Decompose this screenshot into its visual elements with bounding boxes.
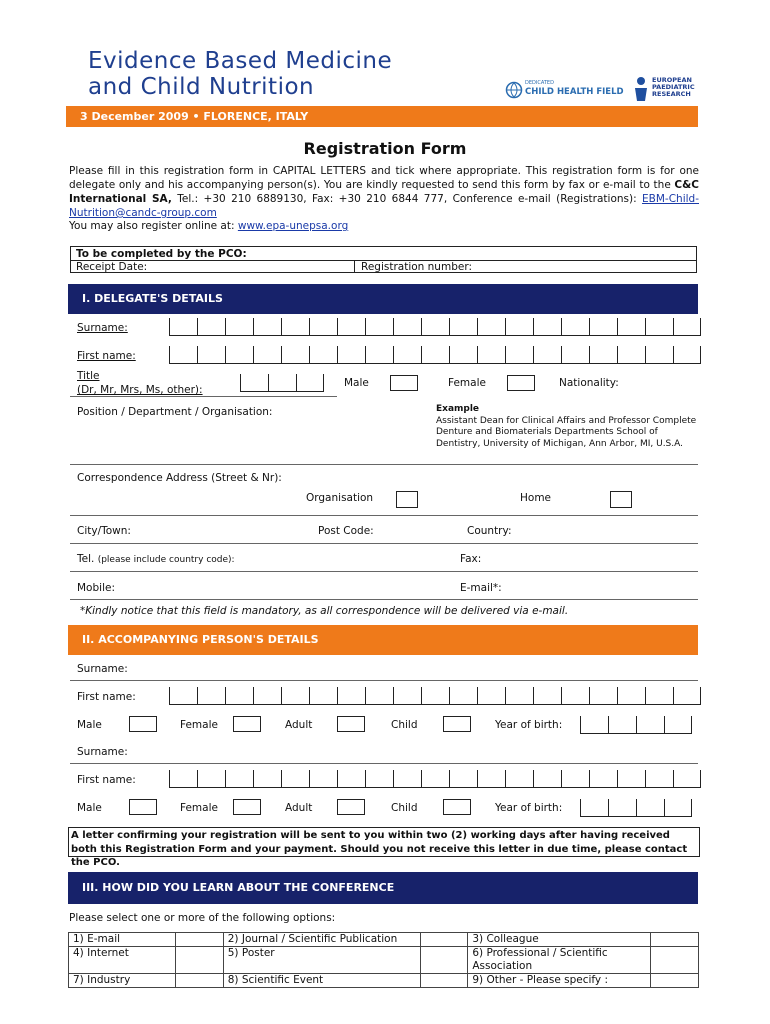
option-poster-label: 5) Poster: [223, 947, 421, 974]
position-example: [436, 404, 698, 450]
option-other-label: 9) Other - Please specify :: [468, 974, 651, 988]
acc2-child-checkbox[interactable]: [443, 799, 471, 815]
home-label: Home: [520, 492, 552, 504]
acc2-surname-label: Surname:: [77, 746, 128, 758]
nationality-label: Nationality:: [559, 377, 619, 389]
fax-label: Fax:: [460, 553, 482, 565]
acc2-firstname-input[interactable]: [169, 770, 701, 788]
online-registration-link[interactable]: www.epa-unepsa.org: [237, 220, 349, 232]
option-industry-checkbox[interactable]: [175, 974, 223, 988]
option-industry-label: 7) Industry: [69, 974, 176, 988]
intro-paragraph: [69, 164, 699, 220]
acc2-adult-checkbox[interactable]: [337, 799, 365, 815]
acc2-yob-label: Year of birth:: [495, 802, 563, 814]
child-figure-icon: [632, 76, 650, 102]
logo-small-text: DEDICATED: [525, 80, 554, 86]
acc1-adult-label: Adult: [285, 719, 313, 731]
event-title-line2: and Child Nutrition: [88, 74, 315, 100]
option-association-checkbox[interactable]: [651, 947, 699, 974]
pco-heading: To be completed by the PCO:: [76, 248, 247, 260]
acc2-adult-label: Adult: [285, 802, 313, 814]
section-delegate-header: I. DELEGATE'S DETAILS: [68, 284, 698, 314]
delegate-firstname-label: First name:: [77, 350, 136, 362]
acc-firstname-label: First name:: [77, 691, 136, 703]
logo2-line1: EUROPEAN: [652, 76, 692, 84]
delegate-male-label: Male: [344, 377, 369, 389]
organisation-checkbox[interactable]: [396, 491, 418, 508]
delegate-female-checkbox[interactable]: [507, 375, 535, 391]
example-text: Assistant Dean for Clinical Affairs and Professor Complete Denture and Biomaterials Departments School of Dentistry, University of Michigan, Ann Arbor, MI, U.S.A.: [436, 415, 697, 449]
child-health-field-logo: [505, 80, 624, 100]
delegate-surname-input[interactable]: [169, 318, 701, 336]
position-label: Position / Department / Organisation:: [77, 406, 273, 418]
acc2-female-checkbox[interactable]: [233, 799, 261, 815]
acc1-male-label: Male: [77, 719, 102, 731]
acc1-yob-input[interactable]: [580, 716, 692, 734]
learn-row: [69, 947, 699, 974]
option-email-checkbox[interactable]: [175, 933, 223, 947]
registration-number-label: Registration number:: [361, 261, 472, 273]
logo2-line3: RESEARCH: [652, 90, 691, 98]
organisation-label: Organisation: [306, 492, 374, 504]
date-bar: 3 December 2009 • FLORENCE, ITALY: [66, 106, 698, 127]
email-label: E-mail*:: [460, 582, 502, 594]
option-colleague-label: 3) Colleague: [468, 933, 651, 947]
tel-note: (please include country code):: [97, 555, 235, 565]
acc2-male-checkbox[interactable]: [129, 799, 157, 815]
acc1-adult-checkbox[interactable]: [337, 716, 365, 732]
learn-row: [69, 933, 699, 947]
form-title: Registration Form: [303, 139, 467, 158]
acc2-child-label: Child: [391, 802, 418, 814]
option-poster-checkbox[interactable]: [421, 947, 468, 974]
acc1-child-checkbox[interactable]: [443, 716, 471, 732]
acc1-yob-label: Year of birth:: [495, 719, 563, 731]
intro-text-2: Tel.: +30 210 6889130, Fax: +30 210 6844 777, Conference e-mail (Registrations):: [171, 193, 643, 205]
postcode-label: Post Code:: [318, 525, 374, 537]
option-internet-checkbox[interactable]: [175, 947, 223, 974]
logo-main-text: CHILD HEALTH FIELD: [525, 87, 624, 97]
acc-firstname-input[interactable]: [169, 687, 701, 705]
tel-text: Tel.: [77, 553, 95, 565]
city-label: City/Town:: [77, 525, 131, 537]
home-checkbox[interactable]: [610, 491, 632, 508]
option-association-label: 6) Professional / Scientific Association: [468, 947, 651, 974]
acc1-female-checkbox[interactable]: [233, 716, 261, 732]
example-heading: Example: [436, 404, 480, 414]
section-accompanying-header: II. ACCOMPANYING PERSON'S DETAILS: [68, 625, 698, 655]
globe-icon: [505, 81, 523, 99]
option-colleague-checkbox[interactable]: [651, 933, 699, 947]
acc2-female-label: Female: [180, 802, 218, 814]
option-internet-label: 4) Internet: [69, 947, 176, 974]
delegate-female-label: Female: [448, 377, 486, 389]
receipt-date-label: Receipt Date:: [76, 261, 148, 273]
option-event-label: 8) Scientific Event: [223, 974, 421, 988]
acc2-firstname-label: First name:: [77, 774, 136, 786]
section-learn-header: III. HOW DID YOU LEARN ABOUT THE CONFERENCE: [68, 872, 698, 904]
learn-row: [69, 974, 699, 988]
delegate-title-label: Title: [77, 370, 100, 382]
option-other-input[interactable]: [651, 974, 699, 988]
acc1-female-label: Female: [180, 719, 218, 731]
option-journal-label: 2) Journal / Scientific Publication: [223, 933, 421, 947]
acc2-yob-input[interactable]: [580, 799, 692, 817]
option-event-checkbox[interactable]: [421, 974, 468, 988]
pco-box: [70, 246, 697, 273]
acc1-child-label: Child: [391, 719, 418, 731]
logo2-line2: PAEDIATRIC: [652, 83, 695, 91]
option-journal-checkbox[interactable]: [421, 933, 468, 947]
acc2-male-label: Male: [77, 802, 102, 814]
delegate-title-hint: (Dr, Mr, Mrs, Ms, other):: [77, 384, 203, 396]
delegate-surname-label: Surname:: [77, 322, 128, 334]
option-email-label: 1) E-mail: [69, 933, 176, 947]
online-line: [69, 220, 348, 232]
delegate-title-input[interactable]: [240, 374, 324, 392]
mandatory-note: *Kindly notice that this field is mandatory, as all correspondence will be delivered via e-mail.: [80, 605, 569, 617]
delegate-firstname-input[interactable]: [169, 346, 701, 364]
acc1-male-checkbox[interactable]: [129, 716, 157, 732]
correspondence-label: Correspondence Address (Street & Nr):: [77, 472, 282, 484]
tel-label: [77, 553, 235, 565]
delegate-male-checkbox[interactable]: [390, 375, 418, 391]
intro-text-1: Please fill in this registration form in CAPITAL LETTERS and tick where appropriate. This registration form is for one delegate only and his accompanying person(s). You are kindly requested to send this form by fax or e-mail to the: [69, 165, 699, 191]
learn-prompt: Please select one or more of the following options:: [69, 912, 336, 924]
event-title-line1: Evidence Based Medicine: [88, 48, 393, 74]
confirmation-notice: A letter confirming your registration will be sent to you within two (2) working days after having received both this Registration Form and your payment. Should you not receive this letter in due time, please contact the PCO.: [68, 827, 700, 857]
registration-email-link[interactable]: EBM-Child-Nutrition@candc-group.com: [69, 193, 699, 219]
online-text: You may also register online at:: [69, 220, 238, 232]
learn-options-table: [68, 932, 699, 988]
intro-org: C&C International SA,: [69, 179, 699, 205]
acc-surname-label: Surname:: [77, 663, 128, 675]
country-label: Country:: [467, 525, 512, 537]
european-paediatric-logo: [632, 76, 702, 104]
mobile-label: Mobile:: [77, 582, 115, 594]
